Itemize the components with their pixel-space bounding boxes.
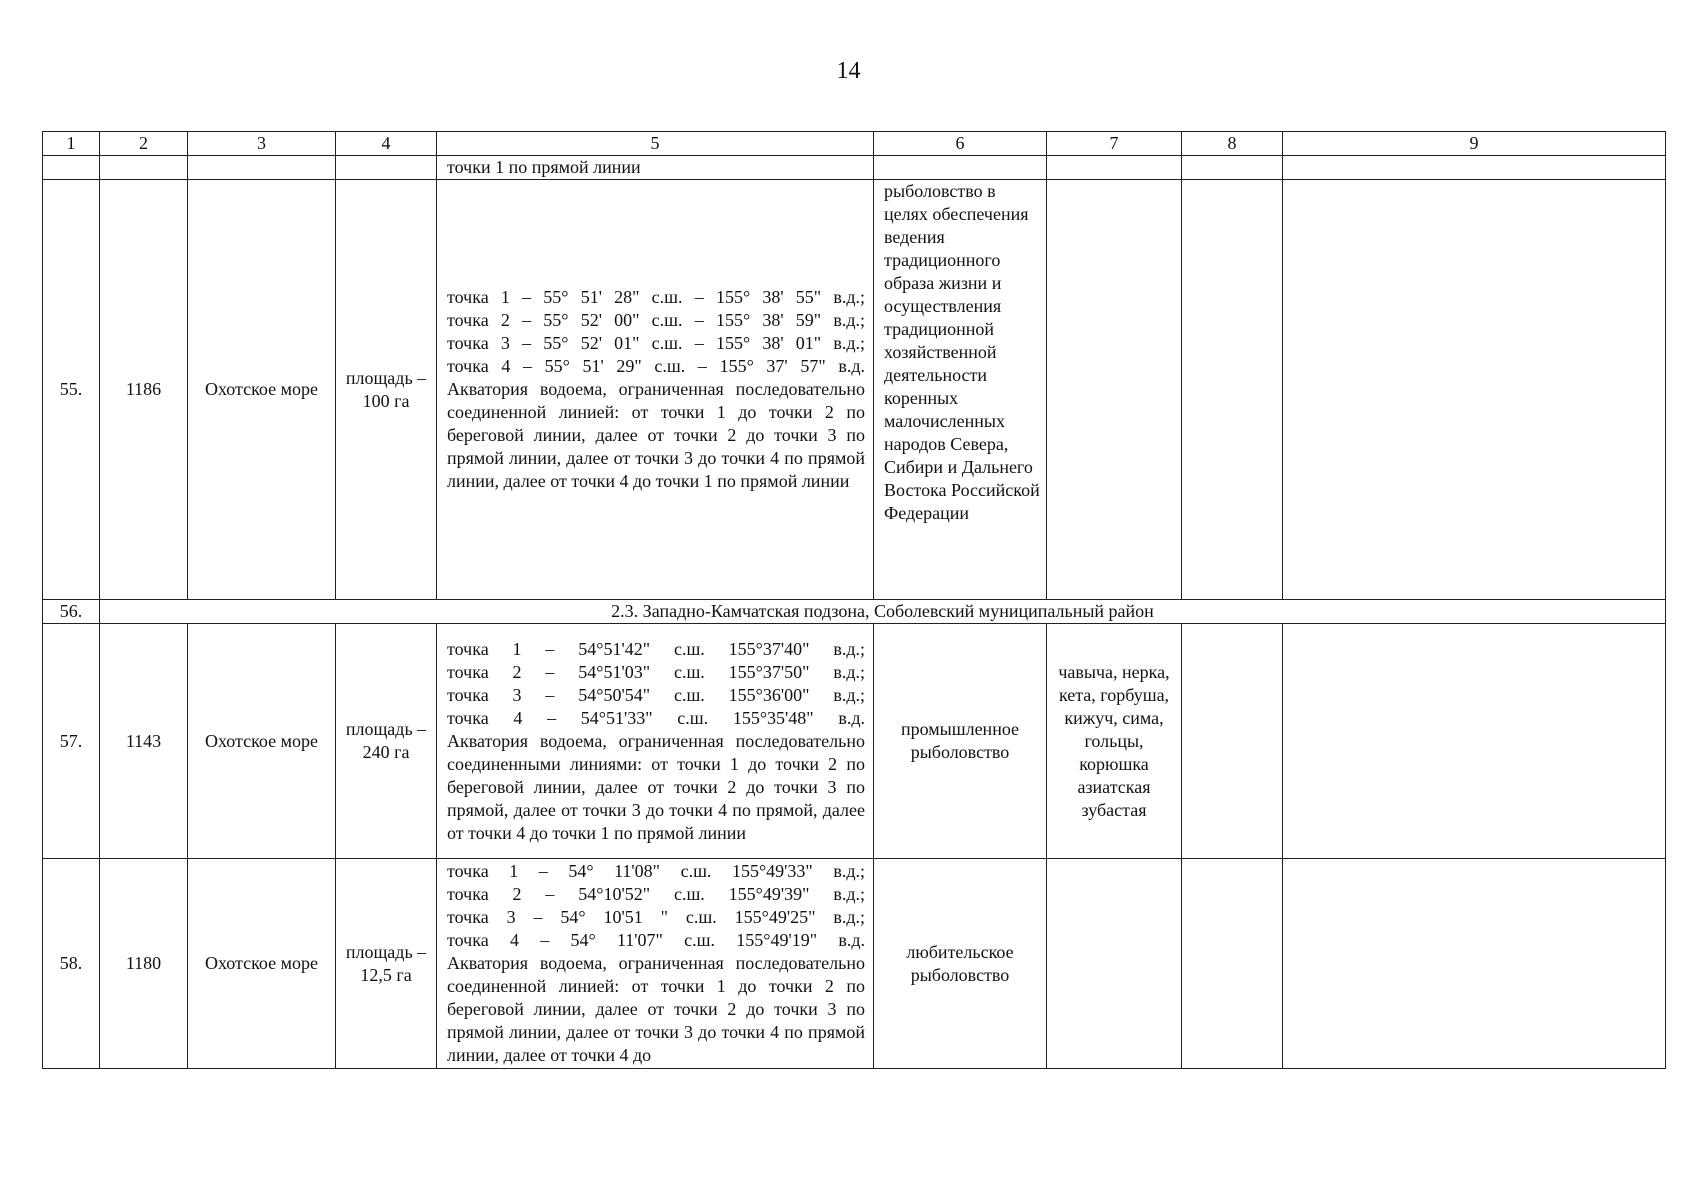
empty-cell: [336, 156, 437, 180]
species-cell: [1047, 180, 1182, 600]
boundary-description: [437, 180, 874, 600]
row-number: 55.: [43, 180, 100, 600]
header-cell: 3: [188, 132, 336, 156]
header-cell: 6: [874, 132, 1047, 156]
col8-cell: [1182, 859, 1283, 1069]
area-id: 1143: [100, 624, 188, 859]
row-number: 58.: [43, 859, 100, 1069]
header-cell: 4: [336, 132, 437, 156]
col8-cell: [1182, 180, 1283, 600]
col9-cell: [1283, 859, 1666, 1069]
section-row: [43, 600, 1666, 624]
species-cell: чавыча, нерка, кета, горбуша, кижуч, сима, гольцы, корюшка азиатская зубастая: [1047, 624, 1182, 859]
coordinate-line: точка 3 – 55° 52' 01" с.ш. – 155° 38' 01" в.д.;: [447, 333, 865, 353]
coordinate-line: точка 2 – 55° 52' 00" с.ш. – 155° 38' 59" в.д.;: [447, 310, 865, 330]
boundary-text: Акватория водоема, ограниченная последовательно соединенными линиями: от точки 1 до точки 2 по береговой линии, далее от точки 2 до точки 3 по прямой, далее от точки 3 до точки 4 по прямой, далее от точки 4 до точки 1 по прямой линии: [447, 730, 865, 843]
coordinate-line: точка 1 – 54° 11'08" с.ш. 155°49'33" в.д.;: [447, 861, 865, 881]
coordinate-line: точка 3 – 54° 10'51 " с.ш. 155°49'25" в.д.;: [447, 907, 865, 927]
boundary-description: [437, 624, 874, 859]
area-size: площадь – 12,5 га: [336, 859, 437, 1069]
coordinate-line: точка 3 – 54°50'54" с.ш. 155°36'00" в.д.;: [447, 684, 865, 705]
water-body: Охотское море: [188, 624, 336, 859]
empty-cell: [1182, 156, 1283, 180]
area-size: площадь – 100 га: [336, 180, 437, 600]
empty-cell: [1047, 156, 1182, 180]
water-body: Охотское море: [188, 180, 336, 600]
coordinate-line: точка 1 – 55° 51' 28" с.ш. – 155° 38' 55" в.д.;: [447, 287, 865, 307]
table-row: [43, 624, 1666, 859]
boundary-description: [437, 859, 874, 1069]
species-cell: [1047, 859, 1182, 1069]
empty-cell: [1283, 156, 1666, 180]
page-number: 14: [836, 58, 861, 84]
fishing-purpose: любительское рыболовство: [874, 859, 1047, 1069]
table-row: [43, 859, 1666, 1069]
table-row: [43, 180, 1666, 600]
fishing-purpose: промышленное рыболовство: [874, 624, 1047, 859]
fishing-areas-table: [42, 131, 1666, 1069]
coordinate-line: точка 2 – 54°10'52" с.ш. 155°49'39" в.д.;: [447, 884, 865, 904]
area-id: 1186: [100, 180, 188, 600]
coordinate-line: точка 2 – 54°51'03" с.ш. 155°37'50" в.д.;: [447, 661, 865, 682]
empty-cell: [43, 156, 100, 180]
area-size: площадь – 240 га: [336, 624, 437, 859]
section-title: 2.3. Западно-Камчатская подзона, Соболевский муниципальный район: [100, 600, 1666, 624]
empty-cell: [100, 156, 188, 180]
coordinate-line: точка 4 – 54° 11'07" с.ш. 155°49'19" в.д.: [447, 930, 865, 950]
row-number: 57.: [43, 624, 100, 859]
boundary-text: Акватория водоема, ограниченная последовательно соединенной линией: от точки 1 до точки 2 по береговой линии, далее от точки 2 до точки 3 по прямой линии, далее от точки 3 до точки 4 по прямой линии, далее от точки 4 до: [447, 953, 865, 1065]
fishing-purpose: рыболовство в целях обеспечения ведения традиционного образа жизни и осуществления традиционной хозяйственной деятельности коренных малочисленных народов Севера, Сибири и Дальнего Востока Российской Федерации: [874, 180, 1047, 600]
header-cell: 7: [1047, 132, 1182, 156]
coordinate-line: точка 4 – 54°51'33" с.ш. 155°35'48" в.д.: [447, 707, 865, 728]
col8-cell: [1182, 624, 1283, 859]
coordinate-line: точка 1 – 54°51'42" с.ш. 155°37'40" в.д.;: [447, 638, 865, 659]
row-number: 56.: [43, 600, 100, 624]
boundary-text: Акватория водоема, ограниченная последовательно соединенной линией: от точки 1 до точки 2 по береговой линии, далее от точки 2 до точки 3 по прямой линии, далее от точки 3 до точки 4 по прямой линии, далее от точки 4 до точки 1 по прямой линии: [447, 379, 865, 491]
water-body: Охотское море: [188, 859, 336, 1069]
continuation-row: [43, 156, 1666, 180]
header-row: [43, 132, 1666, 156]
col9-cell: [1283, 180, 1666, 600]
header-cell: 5: [437, 132, 874, 156]
header-cell: 9: [1283, 132, 1666, 156]
header-cell: 8: [1182, 132, 1283, 156]
coordinate-line: точка 4 – 55° 51' 29" с.ш. – 155° 37' 57" в.д.: [447, 356, 865, 376]
col9-cell: [1283, 624, 1666, 859]
header-cell: 2: [100, 132, 188, 156]
empty-cell: [874, 156, 1047, 180]
header-cell: 1: [43, 132, 100, 156]
area-id: 1180: [100, 859, 188, 1069]
continuation-text: точки 1 по прямой линии: [437, 156, 874, 180]
empty-cell: [188, 156, 336, 180]
